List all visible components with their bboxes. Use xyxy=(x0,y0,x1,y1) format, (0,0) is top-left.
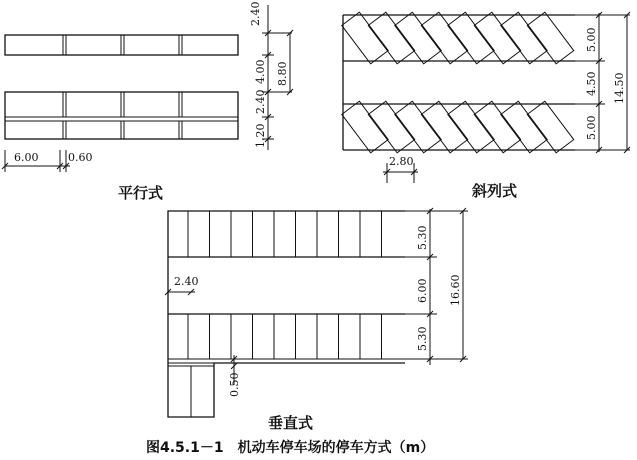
parallel-dim-stall-depth-b: 1.20 xyxy=(254,123,267,148)
angled-stall xyxy=(395,12,441,64)
perpendicular-bottom-stalls xyxy=(188,314,382,359)
angled-dim-stall-depth-top: 5.00 xyxy=(585,27,598,52)
angled-stall xyxy=(421,12,467,64)
angled-layout xyxy=(342,12,630,200)
parallel-dim-aisle: 4.00 xyxy=(254,59,267,84)
angled-stall xyxy=(395,101,441,153)
angled-stall xyxy=(448,12,494,64)
parallel-dim-stall-depth-a: 2.40 xyxy=(254,89,267,114)
angled-stall xyxy=(501,12,547,64)
angled-stall xyxy=(527,101,573,153)
perpendicular-dim-total: 16.60 xyxy=(449,274,462,306)
parallel-layout xyxy=(2,2,293,203)
angled-stall xyxy=(421,101,467,153)
angled-stall xyxy=(342,12,388,64)
angled-dim-stall-width: 2.80 xyxy=(389,155,414,168)
parallel-dim-total: 8.80 xyxy=(276,61,289,86)
parallel-dim-top-gap: 2.40 xyxy=(249,1,262,26)
parallel-bottom-rows xyxy=(5,92,238,139)
angled-bottom-stalls xyxy=(342,101,574,153)
angled-stall xyxy=(368,12,414,64)
angled-top-stalls xyxy=(342,12,574,64)
perpendicular-caption: 垂直式 xyxy=(268,414,314,432)
angled-stall xyxy=(368,101,414,153)
parallel-top-row xyxy=(5,35,238,55)
perpendicular-left-dim xyxy=(165,289,195,295)
perpendicular-layout xyxy=(165,208,468,432)
angled-dim-aisle: 4.50 xyxy=(585,71,598,96)
angled-stall xyxy=(448,101,494,153)
perpendicular-dim-aisle: 6.00 xyxy=(416,278,429,303)
perpendicular-dim-gap: 0.50 xyxy=(228,372,241,397)
angled-stall xyxy=(501,101,547,153)
angled-stall xyxy=(342,101,388,153)
angled-stall xyxy=(474,12,520,64)
angled-caption: 斜列式 xyxy=(472,182,518,200)
angled-stall xyxy=(474,101,520,153)
parallel-caption: 平行式 xyxy=(118,184,164,202)
parallel-dim-stall-length: 6.00 xyxy=(14,151,39,164)
angled-dim-stall-depth-bottom: 5.00 xyxy=(585,115,598,140)
angled-stall xyxy=(527,12,573,64)
figure-title: 图4.5.1－1 机动车停车场的停车方式（m） xyxy=(146,440,435,456)
parallel-dim-stall-gap: 0.60 xyxy=(68,151,93,164)
perpendicular-dim-stall-depth-bottom: 5.30 xyxy=(416,326,429,351)
angled-dim-total: 14.50 xyxy=(613,72,626,104)
perpendicular-top-stalls xyxy=(188,211,382,257)
perpendicular-dim-stall-width: 2.40 xyxy=(174,275,199,288)
perpendicular-dim-stall-depth-top: 5.30 xyxy=(416,225,429,250)
